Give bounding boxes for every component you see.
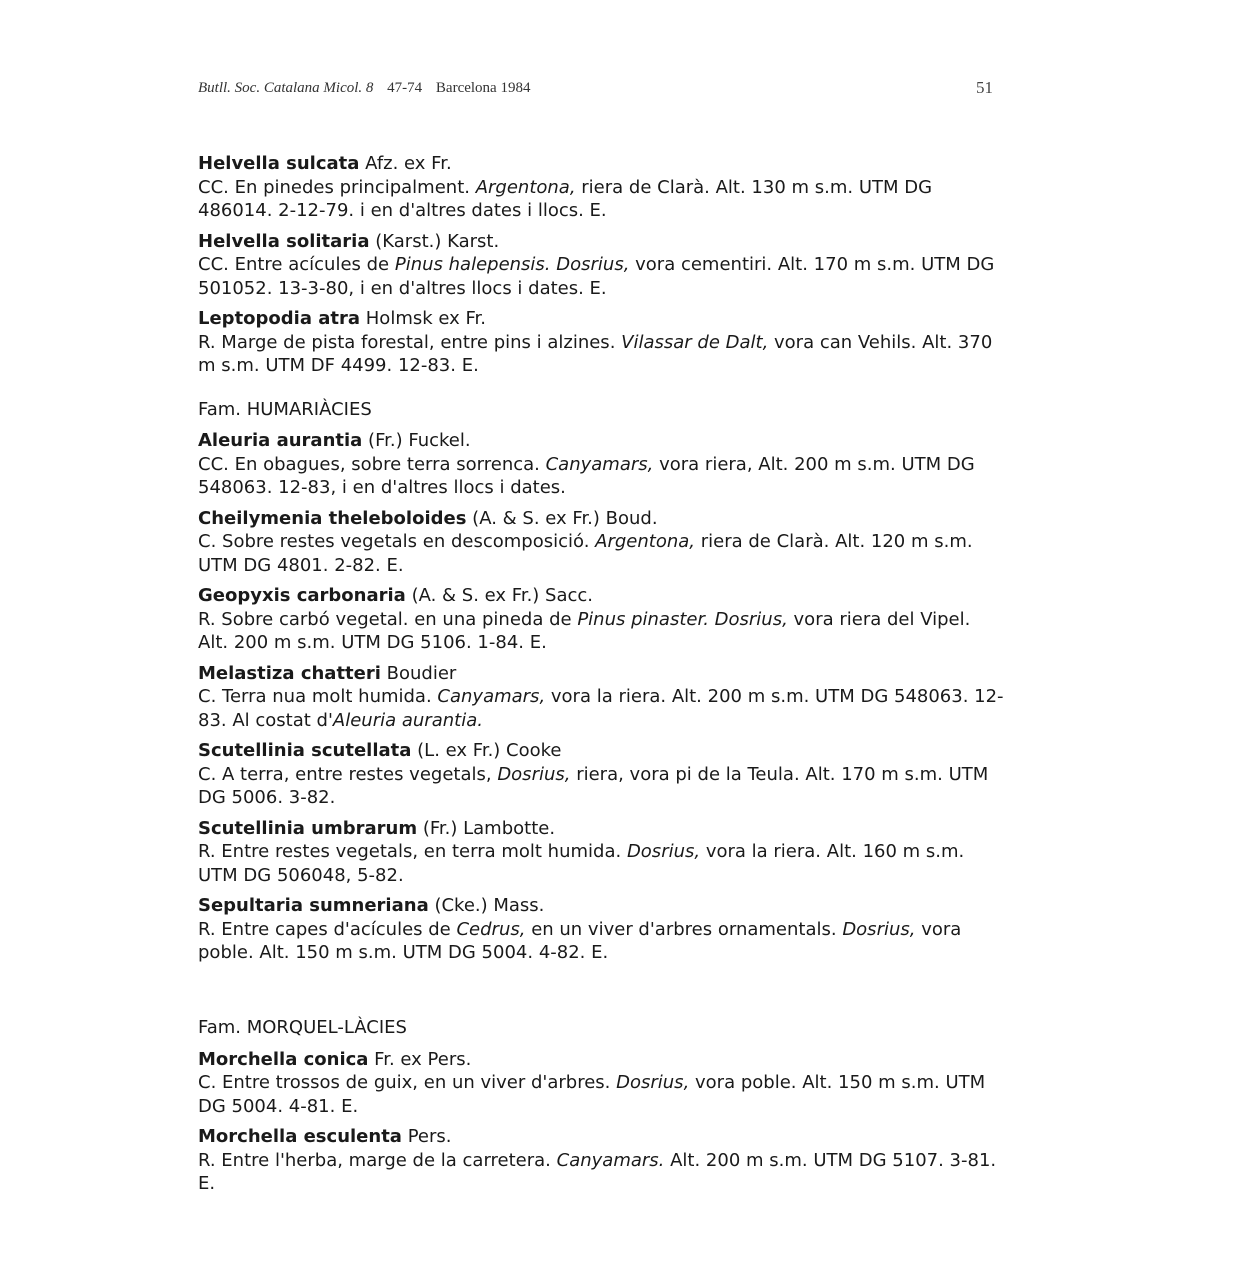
description-text: R. Entre restes vegetals, en terra molt humida.: [198, 841, 627, 862]
species-author: (Karst.) Karst.: [375, 230, 500, 252]
species-heading: [198, 152, 1006, 176]
species-heading: [198, 739, 1006, 763]
description-text: vora la riera. Alt. 160 m s.m. UTM DG 506048, 5-82.: [198, 841, 965, 886]
species-name: Helvella sulcata: [198, 153, 360, 174]
species-entry: [198, 817, 1006, 888]
locality-italic: Dosrius,: [616, 1072, 690, 1093]
main-column: [198, 152, 1006, 972]
species-heading: [198, 1125, 1006, 1149]
description-text: CC. Entre acícules de: [198, 254, 395, 275]
description-text: vora la riera. Alt. 200 m s.m. UTM DG 548063. 12-83. Al costat d': [198, 686, 1004, 731]
species-entry: [198, 739, 1006, 810]
species-description: [198, 530, 1006, 577]
species-author: (A. & S. ex Fr.) Boud.: [472, 507, 658, 529]
family-heading-morquel-lacies: Fam. MORQUEL-LÀCIES: [198, 1017, 407, 1038]
locality-italic: Canyamars.: [556, 1149, 665, 1171]
species-name: Aleuria aurantia: [198, 430, 363, 451]
species-author: Pers.: [407, 1126, 452, 1147]
locality-italic: Aleuria aurantia.: [332, 709, 483, 731]
description-text: CC. En obagues, sobre terra sorrenca.: [198, 453, 546, 475]
species-entry: [198, 894, 1006, 965]
description-text: riera de Clarà. Alt. 120 m s.m. UTM DG 4801. 2-82. E.: [198, 531, 973, 576]
locality-italic: Vilassar de Dalt,: [621, 331, 769, 353]
running-head: [198, 80, 530, 97]
species-heading: [198, 307, 1006, 331]
species-author: Boudier: [386, 662, 457, 684]
species-name: Scutellinia umbrarum: [198, 817, 418, 839]
species-author: (A. & S. ex Fr.) Sacc.: [411, 585, 594, 606]
species-description: [198, 685, 1006, 732]
species-list-1: [198, 152, 1006, 378]
description-text: vora cementiri. Alt. 170 m s.m. UTM DG 501052. 13-3-80, i en d'altres llocs i dates. E.: [198, 254, 995, 299]
locality-italic: Canyamars,: [545, 453, 654, 475]
locality-italic: Dosrius,: [842, 918, 916, 940]
species-description: [198, 763, 1006, 810]
species-description: [198, 608, 1006, 655]
species-author: (Fr.) Fuckel.: [368, 430, 471, 451]
page-range: 47-74: [387, 80, 423, 96]
species-name: Scutellinia scutellata: [198, 740, 412, 761]
description-text: R. Entre l'herba, marge de la carretera.: [198, 1149, 557, 1171]
species-heading: [198, 662, 1006, 686]
description-text: R. Sobre carbó vegetal. en una pineda de: [198, 608, 578, 630]
description-text: C. A terra, entre restes vegetals,: [198, 763, 498, 785]
description-text: riera de Clarà. Alt. 130 m s.m. UTM DG 486014. 2-12-79. i en d'altres dates i llocs. E.: [198, 176, 933, 221]
species-entry: [198, 1125, 1006, 1196]
species-author: Holmsk ex Fr.: [365, 308, 487, 329]
description-text: en un viver d'arbres ornamentals.: [525, 918, 843, 940]
species-heading: [198, 817, 1006, 841]
description-text: R. Entre capes d'acícules de: [198, 918, 457, 940]
species-description: [198, 176, 1006, 223]
species-name: Morchella esculenta: [198, 1126, 402, 1147]
species-name: Morchella conica: [198, 1048, 369, 1070]
description-text: vora poble. Alt. 150 m s.m. UTM DG 5004. 4-82. E.: [198, 918, 962, 963]
species-entry: [198, 1048, 1006, 1119]
species-heading: [198, 1048, 1006, 1072]
locality-italic: Dosrius,: [497, 763, 571, 785]
species-entry: [198, 507, 1006, 578]
description-text: R. Marge de pista forestal, entre pins i alzines.: [198, 331, 622, 353]
species-name: Helvella solitaria: [198, 230, 370, 252]
species-entry: [198, 152, 1006, 223]
journal-title: Butll. Soc. Catalana Micol. 8: [198, 80, 374, 96]
species-description: [198, 1071, 1006, 1118]
locality-italic: Pinus pinaster. Dosrius,: [577, 608, 788, 630]
locality-italic: Canyamars,: [437, 686, 546, 707]
description-text: vora riera, Alt. 200 m s.m. UTM DG 548063. 12-83, i en d'altres llocs i dates.: [198, 453, 975, 498]
species-heading: [198, 894, 1006, 918]
species-entry: [198, 307, 1006, 378]
description-text: vora riera del Vipel. Alt. 200 m s.m. UTM DG 5106. 1-84. E.: [198, 608, 971, 653]
second-column: [198, 1016, 1006, 1203]
species-name: Cheilymenia theleboloides: [198, 507, 467, 529]
description-text: vora can Vehils. Alt. 370 m s.m. UTM DF 4499. 12-83. E.: [198, 331, 993, 376]
description-text: Alt. 200 m s.m. UTM DG 5107. 3-81. E.: [198, 1149, 997, 1194]
species-author: (Cke.) Mass.: [434, 895, 545, 916]
description-text: riera, vora pi de la Teula. Alt. 170 m s.m. UTM DG 5006. 3-82.: [198, 763, 989, 808]
species-author: (L. ex Fr.) Cooke: [417, 740, 562, 761]
description-text: C. Terra nua molt humida.: [198, 686, 438, 707]
species-description: [198, 918, 1006, 965]
description-text: CC. En pinedes principalment.: [198, 176, 476, 198]
species-description: [198, 840, 1006, 887]
family-heading-humariacies: Fam. HUMARIÀCIES: [198, 398, 372, 420]
locality-italic: Pinus halepensis. Dosrius,: [394, 254, 630, 275]
page-number: 51: [976, 78, 993, 97]
species-heading: [198, 507, 1006, 531]
species-name: Melastiza chatteri: [198, 662, 381, 684]
place-year: Barcelona 1984: [435, 80, 531, 96]
species-list-2: [198, 429, 1006, 965]
species-heading: [198, 584, 1006, 608]
species-entry: [198, 662, 1006, 733]
description-text: C. Sobre restes vegetals en descomposició.: [198, 531, 596, 552]
species-description: [198, 453, 1006, 500]
description-text: C. Entre trossos de guix, en un viver d'arbres.: [198, 1072, 617, 1093]
species-name: Sepultaria sumneriana: [198, 895, 429, 916]
species-heading: [198, 230, 1006, 254]
species-heading: [198, 429, 1006, 453]
species-description: [198, 1149, 1006, 1196]
species-author: Afz. ex Fr.: [365, 153, 452, 174]
species-entry: [198, 584, 1006, 655]
species-description: [198, 331, 1006, 378]
species-list-3: [198, 1048, 1006, 1196]
species-author: (Fr.) Lambotte.: [422, 817, 556, 839]
species-author: Fr. ex Pers.: [374, 1048, 472, 1070]
description-text: vora poble. Alt. 150 m s.m. UTM DG 5004. 4-81. E.: [198, 1072, 986, 1117]
species-name: Geopyxis carbonaria: [198, 585, 406, 606]
species-entry: [198, 230, 1006, 301]
locality-italic: Dosrius,: [626, 841, 701, 862]
locality-italic: Argentona,: [595, 531, 696, 552]
species-name: Leptopodia atra: [198, 308, 361, 329]
locality-italic: Cedrus,: [456, 918, 526, 940]
locality-italic: Argentona,: [475, 176, 576, 198]
species-description: [198, 253, 1006, 300]
species-entry: [198, 429, 1006, 500]
